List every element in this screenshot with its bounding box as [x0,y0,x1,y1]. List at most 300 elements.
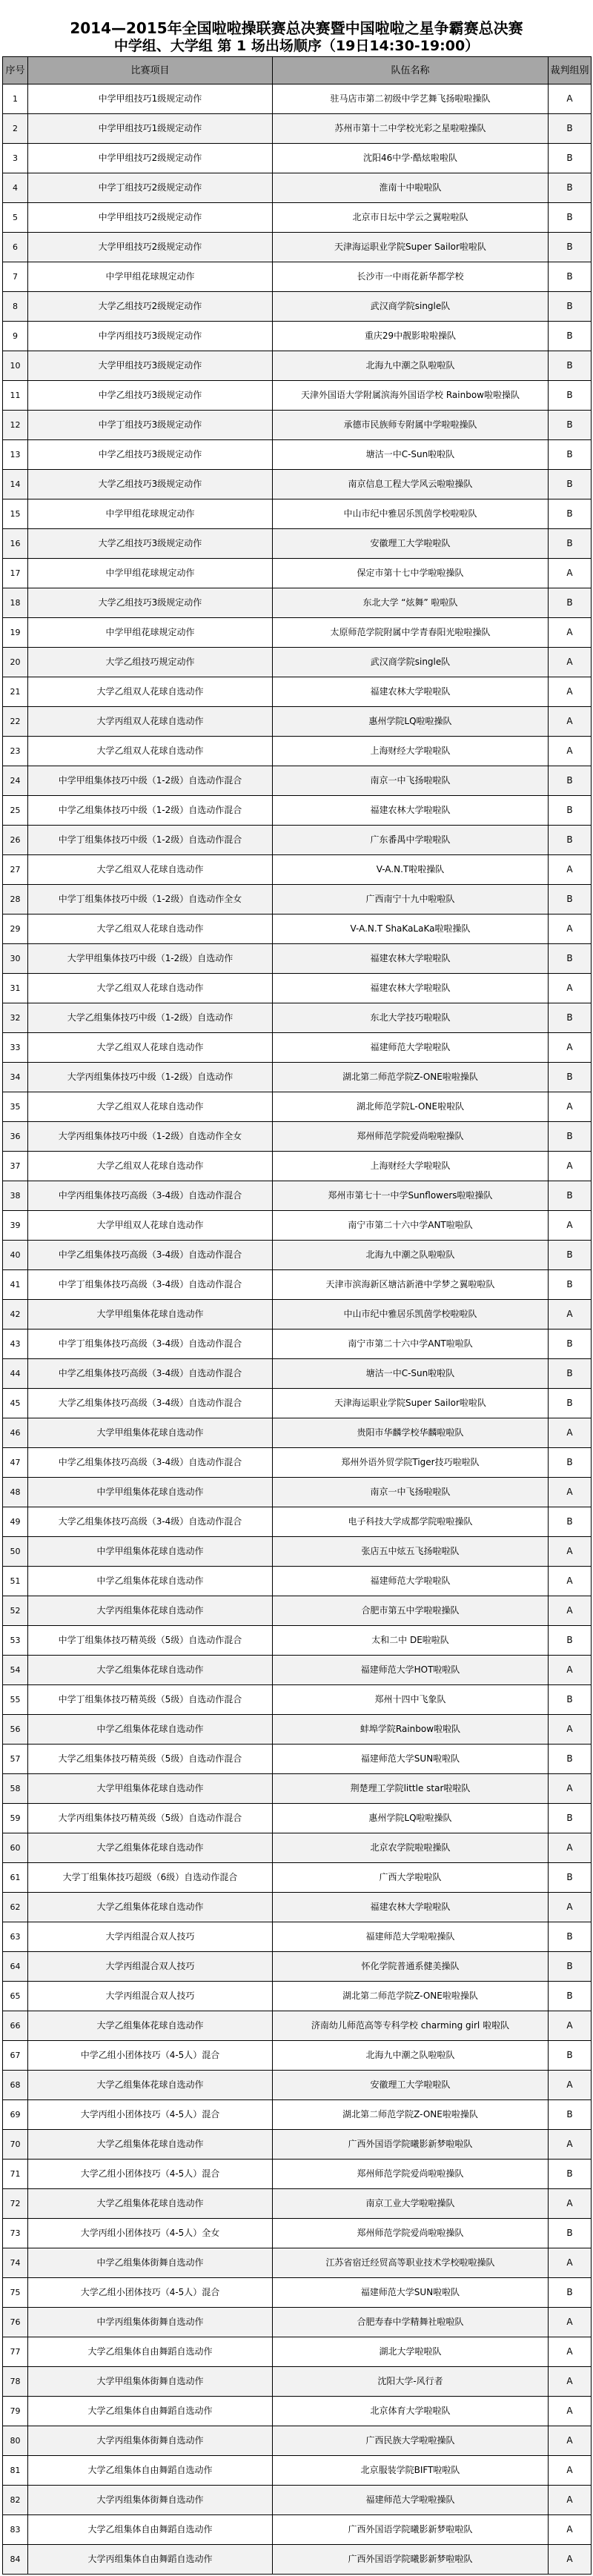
cell-event: 大学乙组小团体技巧（4-5人）混合 [28,2160,273,2189]
cell-number: 3 [3,144,28,173]
document-subtitle: 中学组、大学组 第 1 场出场顺序（19日14:30-19:00） [113,38,480,54]
cell-number: 76 [3,2308,28,2337]
cell-team: 福建师范大学SUN啦啦队 [273,1745,549,1774]
cell-number: 42 [3,1300,28,1330]
cell-event: 大学甲组集体花球自选动作 [28,1774,273,1804]
cell-number: 17 [3,559,28,588]
cell-team: 沈阳46中学·酷炫啦啦队 [273,144,549,173]
cell-number: 53 [3,1626,28,1656]
cell-judge-group: B [549,2160,592,2189]
cell-event: 大学乙组双人花球自选动作 [28,1033,273,1063]
cell-event: 大学乙组双人花球自选动作 [28,677,273,707]
cell-judge-group: A [549,707,592,737]
cell-event: 大学乙组集体技巧精英级（5级）自选动作混合 [28,1745,273,1774]
table-row [3,173,592,203]
table-row [3,1745,592,1774]
table-row [3,1478,592,1507]
cell-event: 中学丁组集体技巧精英级（5级）自选动作混合 [28,1685,273,1715]
cell-event: 中学甲组花球规定动作 [28,499,273,529]
cell-event: 大学乙组集体花球自选动作 [28,1893,273,1922]
cell-team: 蚌埠学院Rainbow啦啦队 [273,1715,549,1745]
cell-event: 中学丁组集体技巧精英级（5级）自选动作混合 [28,1626,273,1656]
cell-number: 45 [3,1389,28,1418]
cell-number: 62 [3,1893,28,1922]
cell-judge-group: B [549,796,592,826]
cell-event: 中学甲组集体技巧中级（1-2级）自选动作混合 [28,766,273,796]
cell-team: 郑州外语外贸学院Tiger技巧啦啦队 [273,1448,549,1478]
cell-event: 大学丙组集体技巧中级（1-2级）自选动作全女 [28,1122,273,1152]
cell-team: 惠州学院LQ啦啦操队 [273,707,549,737]
table-row [3,1033,592,1063]
cell-number: 66 [3,2011,28,2041]
cell-judge-group: B [549,1685,592,1715]
cell-number: 59 [3,1804,28,1833]
table-header-row [3,57,592,84]
cell-team: 中山市纪中雅居乐凯茵学校啦啦队 [273,499,549,529]
cell-judge-group: B [549,1389,592,1418]
cell-number: 43 [3,1330,28,1359]
table-row [3,1922,592,1952]
cell-team: 安徽理工大学啦啦队 [273,2071,549,2100]
table-row [3,1537,592,1567]
table-row [3,351,592,381]
cell-event: 大学丙组集体街舞自选动作 [28,2426,273,2456]
cell-number: 49 [3,1507,28,1537]
cell-event: 大学乙组集体自由舞蹈自选动作 [28,2397,273,2426]
cell-judge-group: A [549,2337,592,2367]
cell-team: 福建师范大学SUN啦啦队 [273,2278,549,2308]
table-row [3,2071,592,2100]
cell-judge-group: B [549,1626,592,1656]
cell-judge-group: B [549,411,592,440]
cell-judge-group: B [549,1804,592,1833]
table-row [3,1241,592,1270]
cell-judge-group: A [549,1211,592,1241]
cell-number: 79 [3,2397,28,2426]
cell-event: 大学甲组集体技巧中级（1-2级）自选动作 [28,944,273,974]
cell-event: 中学乙组集体技巧高级（3-4级）自选动作混合 [28,1241,273,1270]
cell-team: 沈阳大学-风行者 [273,2367,549,2397]
cell-judge-group: A [549,1656,592,1685]
table-row [3,1656,592,1685]
table-row [3,2367,592,2397]
table-row [3,2219,592,2248]
cell-number: 71 [3,2160,28,2189]
cell-team: 天津海运职业学院Super Sailor啦啦队 [273,1389,549,1418]
cell-team: 北京市日坛中学云之翼啦啦队 [273,203,549,233]
cell-team: 合肥市第五中学啦啦操队 [273,1596,549,1626]
cell-judge-group: B [549,114,592,144]
cell-event: 中学乙组集体街舞自选动作 [28,2248,273,2278]
cell-team: 湖北第二师范学院Z-ONE啦啦操队 [273,1063,549,1092]
cell-judge-group: A [549,2367,592,2397]
cell-team: 电子科技大学成都学院啦啦操队 [273,1507,549,1537]
cell-event: 大学乙组集体自由舞蹈自选动作 [28,2337,273,2367]
cell-event: 大学乙组双人花球自选动作 [28,1152,273,1181]
cell-number: 29 [3,914,28,944]
cell-number: 32 [3,1003,28,1033]
cell-team: 天津市滨海新区塘沽新港中学梦之翼啦啦队 [273,1270,549,1300]
cell-event: 中学丙组集体技巧高级（3-4级）自选动作混合 [28,1181,273,1211]
cell-event: 中学丁组技巧3级规定动作 [28,411,273,440]
table-row [3,1300,592,1330]
cell-team: 广西大学啦啦队 [273,1863,549,1893]
table-row [3,766,592,796]
cell-judge-group: A [549,1567,592,1596]
cell-judge-group: A [549,2486,592,2515]
cell-judge-group: A [549,1092,592,1122]
cell-event: 大学乙组集体花球自选动作 [28,2071,273,2100]
cell-number: 34 [3,1063,28,1092]
cell-judge-group: A [549,855,592,885]
header-number: 序号 [3,57,28,84]
cell-number: 36 [3,1122,28,1152]
cell-number: 68 [3,2071,28,2100]
cell-team: 郑州市第七十一中学Sunflowers啦啦操队 [273,1181,549,1211]
cell-event: 大学甲组集体花球自选动作 [28,1418,273,1448]
cell-team: 广西南宁十九中啦啦队 [273,885,549,914]
cell-team: 天津海运职业学院Super Sailor啦啦队 [273,233,549,262]
table-row [3,322,592,351]
table-row [3,1833,592,1863]
cell-event: 中学甲组技巧2级规定动作 [28,203,273,233]
cell-team: 福建农林大学啦啦队 [273,796,549,826]
cell-event: 中学丁组集体技巧高级（3-4级）自选动作混合 [28,1270,273,1300]
cell-event: 大学乙组集体技巧高级（3-4级）自选动作混合 [28,1389,273,1418]
cell-team: 中山市纪中雅居乐凯茵学校啦啦队 [273,1300,549,1330]
table-row [3,707,592,737]
cell-judge-group: B [549,1952,592,1982]
cell-team: 福建农林大学啦啦队 [273,1893,549,1922]
cell-team: 苏州市第十二中学校光彩之星啦啦操队 [273,114,549,144]
cell-number: 84 [3,2545,28,2575]
cell-judge-group: B [549,1922,592,1952]
cell-event: 中学乙组集体技巧高级（3-4级）自选动作混合 [28,1359,273,1389]
cell-team: 湖北第二师范学院Z-ONE啦啦操队 [273,1982,549,2011]
cell-event: 大学乙组双人花球自选动作 [28,974,273,1003]
cell-judge-group: B [549,292,592,322]
cell-number: 28 [3,885,28,914]
cell-judge-group: B [549,2278,592,2308]
table-row [3,1715,592,1745]
table-row [3,1003,592,1033]
cell-number: 33 [3,1033,28,1063]
cell-team: 南宁市第二十六中学ANT啦啦队 [273,1330,549,1359]
cell-team: 北京服装学院BIFT啦啦队 [273,2456,549,2486]
cell-team: 北京体育大学啦啦队 [273,2397,549,2426]
cell-judge-group: B [549,826,592,855]
table-row [3,618,592,648]
table-row [3,262,592,292]
cell-judge-group: A [549,84,592,114]
cell-event: 中学乙组集体花球自选动作 [28,1567,273,1596]
cell-team: 荆楚理工学院little star啦啦队 [273,1774,549,1804]
cell-number: 44 [3,1359,28,1389]
cell-event: 大学丙组双人花球自选动作 [28,707,273,737]
cell-event: 大学丙组集体自由舞蹈自选动作 [28,2545,273,2575]
cell-team: 东北大学 “炫舞” 啦啦队 [273,588,549,618]
table-row [3,1448,592,1478]
cell-event: 大学乙组集体自由舞蹈自选动作 [28,2456,273,2486]
cell-event: 大学乙组技巧2级规定动作 [28,292,273,322]
cell-event: 大学乙组技巧3级规定动作 [28,529,273,559]
cell-event: 中学丁组集体技巧中级（1-2级）自选动作混合 [28,826,273,855]
cell-number: 83 [3,2515,28,2545]
table-row [3,1804,592,1833]
cell-team: 济南幼儿师范高等专科学校 charming girl 啦啦队 [273,2011,549,2041]
cell-judge-group: B [549,233,592,262]
table-row [3,1152,592,1181]
cell-judge-group: A [549,1418,592,1448]
cell-team: 福建农林大学啦啦队 [273,677,549,707]
cell-team: 福建师范大学啦啦队 [273,1033,549,1063]
cell-team: 广西外国语学院曦影新梦啦啦队 [273,2130,549,2160]
cell-event: 中学甲组技巧1级规定动作 [28,84,273,114]
table-row [3,499,592,529]
table-row [3,2130,592,2160]
cell-team: 塘沽一中C-Sun啦啦队 [273,440,549,470]
cell-number: 15 [3,499,28,529]
cell-team: 重庆29中靓影啦啦操队 [273,322,549,351]
cell-number: 55 [3,1685,28,1715]
cell-judge-group: B [549,173,592,203]
cell-number: 37 [3,1152,28,1181]
table-row [3,1863,592,1893]
cell-judge-group: B [549,1063,592,1092]
cell-event: 大学丙组小团体技巧（4-5人）混合 [28,2100,273,2130]
cell-team: 福建师范大学HOT啦啦队 [273,1656,549,1685]
cell-team: 郑州十四中飞象队 [273,1685,549,1715]
cell-event: 中学丁组集体技巧中级（1-2级）自选动作全女 [28,885,273,914]
cell-event: 大学甲组技巧2级规定动作 [28,233,273,262]
cell-judge-group: B [549,499,592,529]
table-row [3,1952,592,1982]
table-row [3,2456,592,2486]
cell-team: 郑州师范学院爱尚啦啦操队 [273,2160,549,2189]
cell-team: 武汉商学院single队 [273,292,549,322]
table-row [3,1567,592,1596]
cell-number: 40 [3,1241,28,1270]
document-title: 2014—2015年全国啦啦操联赛总决赛暨中国啦啦之星争霸赛总决赛 [70,19,523,37]
table-row [3,2515,592,2545]
cell-judge-group: B [549,470,592,499]
cell-team: 张店五中炫五飞扬啦啦队 [273,1537,549,1567]
header-judge-group: 裁判组别 [549,57,592,84]
cell-team: 惠州学院LQ啦啦操队 [273,1804,549,1833]
cell-judge-group: A [549,677,592,707]
cell-judge-group: A [549,648,592,677]
cell-number: 10 [3,351,28,381]
cell-number: 48 [3,1478,28,1507]
cell-event: 中学甲组集体花球自选动作 [28,1478,273,1507]
cell-judge-group: A [549,2397,592,2426]
cell-judge-group: B [549,1003,592,1033]
cell-judge-group: A [549,1596,592,1626]
cell-number: 8 [3,292,28,322]
cell-judge-group: B [549,766,592,796]
cell-team: 南京一中飞扬啦啦队 [273,1478,549,1507]
cell-team: 江苏省宿迁经贸高等职业技术学校啦啦操队 [273,2248,549,2278]
cell-judge-group: B [549,351,592,381]
cell-event: 大学乙组双人花球自选动作 [28,1092,273,1122]
cell-team: 天津外国语大学附属滨海外国语学校 Rainbow啦啦操队 [273,381,549,411]
cell-team: 安徽理工大学啦啦队 [273,529,549,559]
cell-event: 中学乙组集体技巧高级（3-4级）自选动作混合 [28,1448,273,1478]
cell-number: 80 [3,2426,28,2456]
cell-number: 14 [3,470,28,499]
cell-event: 中学乙组技巧3级规定动作 [28,381,273,411]
cell-number: 67 [3,2041,28,2071]
cell-number: 7 [3,262,28,292]
cell-judge-group: A [549,2515,592,2545]
cell-event: 大学丙组混合双人技巧 [28,1922,273,1952]
table-row [3,559,592,588]
cell-number: 73 [3,2219,28,2248]
table-row [3,2278,592,2308]
cell-team: 合肥寿春中学精舞社啦啦队 [273,2308,549,2337]
cell-number: 20 [3,648,28,677]
cell-team: 东北大学技巧啦啦队 [273,1003,549,1033]
table-row [3,914,592,944]
cell-judge-group: B [549,381,592,411]
table-row [3,2189,592,2219]
table-row [3,2100,592,2130]
cell-team: 怀化学院普通系健美操队 [273,1952,549,1982]
cell-number: 25 [3,796,28,826]
cell-event: 大学乙组集体技巧中级（1-2级）自选动作 [28,1003,273,1033]
cell-event: 中学甲组花球规定动作 [28,559,273,588]
cell-number: 35 [3,1092,28,1122]
cell-judge-group: A [549,1715,592,1745]
cell-number: 65 [3,1982,28,2011]
cell-number: 4 [3,173,28,203]
cell-event: 大学乙组集体花球自选动作 [28,1833,273,1863]
cell-team: 南京一中飞扬啦啦队 [273,766,549,796]
cell-event: 大学甲组集体街舞自选动作 [28,2367,273,2397]
cell-event: 大学丙组集体技巧中级（1-2级）自选动作 [28,1063,273,1092]
table-row [3,292,592,322]
cell-number: 58 [3,1774,28,1804]
cell-event: 大学甲组集体花球自选动作 [28,1300,273,1330]
cell-team: 郑州师范学院爱尚啦啦操队 [273,2219,549,2248]
header-event: 比赛项目 [28,57,273,84]
cell-event: 大学乙组小团体技巧（4-5人）混合 [28,2278,273,2308]
table-row [3,737,592,766]
cell-event: 中学丙组技巧3级规定动作 [28,322,273,351]
cell-team: 太和二中 DE啦啦队 [273,1626,549,1656]
cell-judge-group: A [549,2426,592,2456]
cell-event: 中学丙组集体街舞自选动作 [28,2308,273,2337]
cell-team: 湖北师范学院L-ONE啦啦队 [273,1092,549,1122]
cell-number: 6 [3,233,28,262]
table-row [3,648,592,677]
cell-event: 中学乙组集体花球自选动作 [28,1715,273,1745]
cell-number: 70 [3,2130,28,2160]
cell-team: 武汉商学院single队 [273,648,549,677]
cell-event: 大学乙组双人花球自选动作 [28,737,273,766]
table-row [3,1092,592,1122]
table-row [3,2011,592,2041]
cell-number: 51 [3,1567,28,1596]
table-row [3,796,592,826]
table-row [3,1211,592,1241]
table-row [3,1982,592,2011]
cell-team: 广西外国语学院曦影新梦啦啦队 [273,2545,549,2575]
table-row [3,233,592,262]
cell-event: 大学甲组双人花球自选动作 [28,1211,273,1241]
table-row [3,440,592,470]
cell-judge-group: A [549,1893,592,1922]
cell-judge-group: B [549,1448,592,1478]
table-row [3,1596,592,1626]
cell-number: 69 [3,2100,28,2130]
cell-event: 大学乙组技巧规定动作 [28,648,273,677]
cell-team: 塘沽一中C-Sun啦啦队 [273,1359,549,1389]
cell-number: 39 [3,1211,28,1241]
cell-team: 南京信息工程大学风云啦啦操队 [273,470,549,499]
cell-judge-group: B [549,2100,592,2130]
cell-judge-group: A [549,1833,592,1863]
cell-judge-group: B [549,1270,592,1300]
cell-judge-group: B [549,885,592,914]
cell-judge-group: B [549,203,592,233]
cell-judge-group: A [549,2545,592,2575]
table-row [3,2486,592,2515]
cell-number: 13 [3,440,28,470]
cell-number: 16 [3,529,28,559]
cell-team: 太原师范学院附属中学青春阳光啦啦操队 [273,618,549,648]
table-row [3,944,592,974]
table-row [3,2248,592,2278]
cell-judge-group: B [549,1745,592,1774]
cell-number: 9 [3,322,28,351]
cell-number: 72 [3,2189,28,2219]
cell-event: 中学甲组技巧2级规定动作 [28,144,273,173]
cell-judge-group: B [549,144,592,173]
table-row [3,588,592,618]
table-row [3,2041,592,2071]
cell-number: 50 [3,1537,28,1567]
cell-number: 2 [3,114,28,144]
cell-judge-group: A [549,1537,592,1567]
cell-judge-group: B [549,1863,592,1893]
cell-team: 贵阳市华麟学校华麟啦啦队 [273,1418,549,1448]
cell-number: 81 [3,2456,28,2486]
cell-team: 承德市民族师专附属中学啦啦操队 [273,411,549,440]
cell-team: 湖北大学啦啦队 [273,2337,549,2367]
cell-event: 大学乙组技巧3级规定动作 [28,588,273,618]
cell-event: 大学乙组双人花球自选动作 [28,914,273,944]
cell-event: 中学乙组技巧3级规定动作 [28,440,273,470]
cell-event: 大学乙组集体自由舞蹈自选动作 [28,2515,273,2545]
schedule-table [2,56,592,2575]
cell-number: 78 [3,2367,28,2397]
cell-judge-group: A [549,1300,592,1330]
table-row [3,1270,592,1300]
cell-judge-group: A [549,974,592,1003]
table-row [3,203,592,233]
cell-event: 大学甲组技巧3级规定动作 [28,351,273,381]
table-row [3,1330,592,1359]
cell-judge-group: B [549,1507,592,1537]
cell-judge-group: A [549,2456,592,2486]
cell-judge-group: A [549,1478,592,1507]
cell-number: 41 [3,1270,28,1300]
cell-number: 64 [3,1952,28,1982]
cell-number: 22 [3,707,28,737]
cell-team: 广西民族大学啦啦操队 [273,2426,549,2456]
cell-event: 大学丁组集体技巧超级（6级）自选动作混合 [28,1863,273,1893]
